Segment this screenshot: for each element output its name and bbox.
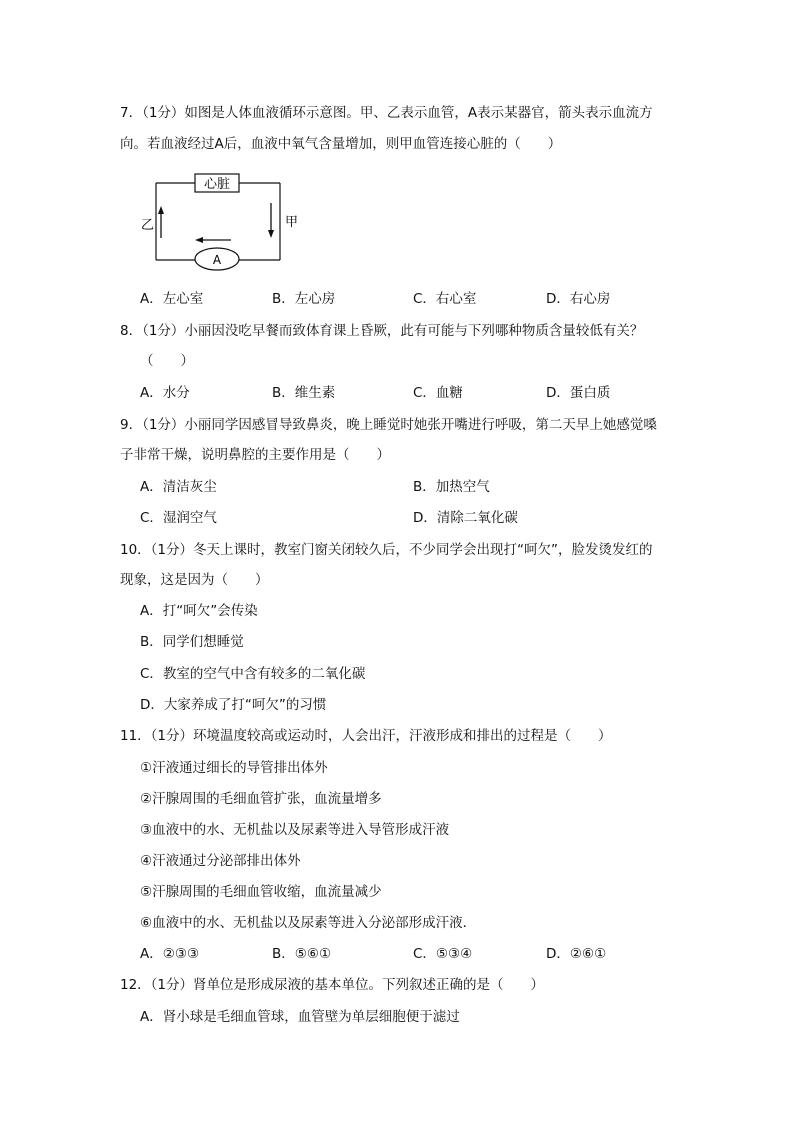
q7-option-c: C．右心室 — [413, 291, 477, 307]
q11-item-2: ②汗腺周围的毛细血管扩张，血流量增多 — [140, 791, 382, 807]
q9-option-d: D．清除二氧化碳 — [413, 510, 518, 526]
q11-option-b: B．⑤⑥① — [272, 946, 332, 962]
q11-item-1: ①汗液通过细长的导管排出体外 — [140, 760, 328, 776]
bottom-left-arrow-head — [195, 237, 203, 243]
q12-stem-line1: 12．（1分）肾单位是形成尿液的基本单位。下列叙述正确的是（ ） — [120, 977, 545, 993]
q11-item-5: ⑤汗腺周围的毛细血管收缩，血流量减少 — [140, 884, 382, 900]
q9-stem-line1: 9．（1分）小丽同学因感冒导致鼻炎，晚上睡觉时她张开嘴进行呼吸，第二天早上她感觉嗓 — [120, 417, 657, 433]
q7-stem-line1: 7．（1分）如图是人体血液循环示意图。甲、乙表示血管，A表示某器官，箭头表示血流方 — [120, 105, 653, 121]
q9-option-b: B．加热空气 — [413, 479, 490, 495]
q7-option-a: A．左心室 — [140, 291, 204, 307]
q11-item-3: ③血液中的水、无机盐以及尿素等进入导管形成汗液 — [140, 822, 450, 838]
q7-stem-line2: 向。若血液经过A后，血液中氧气含量增加，则甲血管连接心脏的（ ） — [120, 136, 562, 152]
right-down-arrow-head — [268, 230, 274, 238]
q9-option-a: A．清洁灰尘 — [140, 479, 217, 495]
heart-label: 心脏 — [203, 177, 231, 192]
organ-a-label: A — [212, 253, 222, 267]
q10-stem-line2: 现象，这是因为（ ） — [120, 572, 269, 588]
q8-option-c: C．血糖 — [413, 385, 463, 401]
q12-option-a: A．肾小球是毛细血管球，血管壁为单层细胞便于滤过 — [140, 1009, 460, 1025]
q8-stem-line2: （ ） — [140, 353, 194, 369]
q10-stem-line1: 10．（1分）冬天上课时，教室门窗关闭较久后，不少同学会出现打“呵欠”，脸发烫发红的 — [120, 542, 653, 558]
q10-option-d: D．大家养成了打“呵欠”的习惯 — [140, 697, 327, 713]
q11-option-c: C．⑤③④ — [413, 946, 473, 962]
q10-option-c: C．教室的空气中含有较多的二氧化碳 — [140, 666, 366, 682]
q8-option-a: A．水分 — [140, 385, 190, 401]
q8-stem-line1: 8．（1分）小丽因没吃早餐而致体育课上昏厥，此有可能与下列哪种物质含量较低有关？ — [120, 323, 644, 339]
left-vessel-label: 乙 — [141, 218, 155, 233]
q11-stem-line1: 11．（1分）环境温度较高或运动时，人会出汗，汗液形成和排出的过程是（ ） — [120, 728, 612, 744]
q10-option-a: A．打“呵欠”会传染 — [140, 603, 258, 619]
q8-option-b: B．维生素 — [272, 385, 336, 401]
q11-item-6: ⑥血液中的水、无机盐以及尿素等进入分泌部形成汗液． — [140, 915, 477, 931]
q9-stem-line2: 子非常干燥，说明鼻腔的主要作用是（ ） — [120, 447, 390, 463]
right-vessel-label: 甲 — [285, 215, 299, 230]
q8-option-d: D．蛋白质 — [546, 385, 611, 401]
q10-option-b: B．同学们想睡觉 — [140, 634, 244, 650]
q7-option-d: D．右心房 — [546, 291, 611, 307]
q11-item-4: ④汗液通过分泌部排出体外 — [140, 853, 301, 869]
q11-option-d: D．②⑥① — [546, 946, 607, 962]
q11-option-a: A．②③③ — [140, 946, 200, 962]
circulation-diagram — [135, 170, 305, 275]
left-up-arrow-head — [158, 206, 164, 214]
q9-option-c: C．湿润空气 — [140, 510, 217, 526]
q7-option-b: B．左心房 — [272, 291, 336, 307]
